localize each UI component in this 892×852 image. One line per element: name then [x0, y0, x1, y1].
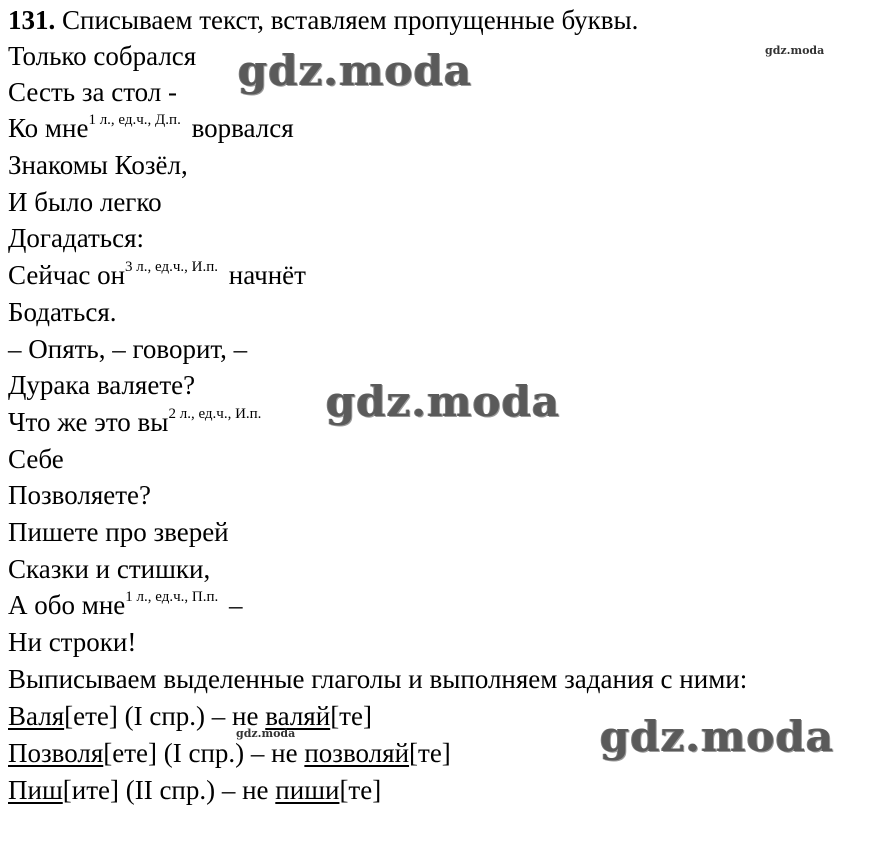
poem-line-5	[8, 184, 162, 220]
verb-root: Валя	[8, 701, 65, 731]
poem-line-1	[8, 38, 196, 74]
poem-text: ворвался	[191, 113, 294, 143]
verb-line-1	[8, 698, 372, 734]
verb-line-3	[8, 772, 381, 808]
verb-ending: [те]	[330, 701, 372, 731]
verb-line-2	[8, 735, 451, 771]
poem-text: Позволяете?	[8, 480, 152, 510]
verb-ending: [те]	[409, 738, 451, 768]
poem-text: И было легко	[8, 187, 162, 217]
task-line: Выписываем выделенные глаголы и выполняем задания с ними:	[8, 664, 748, 694]
verb-root: позволяй	[304, 738, 410, 768]
verb-root: валяй	[265, 701, 331, 731]
poem-line-14	[8, 514, 229, 550]
poem-text: Пишете про зверей	[8, 517, 229, 547]
poem-text: Сказки и стишки,	[8, 554, 211, 584]
exercise-number: 131.	[8, 5, 56, 35]
poem-text: Ко мне	[8, 113, 89, 143]
poem-line-9	[8, 331, 247, 367]
poem-line-11	[8, 404, 265, 445]
heading	[8, 2, 638, 38]
grammar-note: 3 л., ед.ч., И.п.	[125, 259, 219, 275]
verb-root: Пиш	[8, 775, 63, 805]
poem-line-15	[8, 551, 210, 587]
watermark-logo: gdz.moda	[238, 46, 473, 95]
poem-line-13	[8, 477, 151, 513]
poem-text: Догадаться:	[8, 223, 145, 253]
verb-ending: [те]	[339, 775, 382, 805]
poem-text: А обо мне	[8, 590, 126, 620]
poem-text: Что же это вы	[8, 407, 169, 437]
poem-text: Только собрался	[8, 41, 197, 71]
task-text	[8, 661, 747, 697]
poem-line-3	[8, 110, 294, 151]
poem-text: –	[229, 590, 243, 620]
grammar-note: 1 л., ед.ч., П.п.	[125, 589, 219, 605]
poem-text: Сесть за стол -	[8, 77, 178, 107]
poem-text: Дурака валяете?	[8, 370, 196, 400]
verb-ending: [ите] (II спр.) – не	[62, 775, 276, 805]
poem-text: Знакомы Козёл,	[8, 150, 188, 180]
grammar-note: 1 л., ед.ч., Д.п.	[88, 112, 181, 128]
poem-line-8	[8, 294, 117, 330]
watermark-logo: gdz.moda	[326, 377, 561, 426]
poem-text: Бодаться.	[8, 297, 117, 327]
verb-ending: [ете] (I спр.) – не	[103, 738, 305, 768]
verb-root: Позволя	[8, 738, 104, 768]
poem-text: Сейчас он	[8, 260, 126, 290]
verb-ending: [ете] (I спр.) – не	[64, 701, 266, 731]
poem-line-10	[8, 367, 195, 403]
watermark-small: gdz.moda	[236, 727, 296, 740]
poem-line-17	[8, 624, 136, 660]
poem-text: – Опять, – говорит, –	[8, 334, 248, 364]
poem-line-2	[8, 74, 177, 110]
poem-text: Ни строки!	[8, 627, 137, 657]
poem-line-7	[8, 257, 306, 298]
poem-line-6	[8, 220, 144, 256]
verb-root: пиши	[275, 775, 340, 805]
grammar-note: 2 л., ед.ч., И.п.	[168, 406, 262, 422]
poem-line-16	[8, 587, 243, 628]
watermark-small: gdz.moda	[765, 44, 825, 57]
poem-line-4	[8, 147, 188, 183]
poem-text: Себе	[8, 444, 64, 474]
heading-text: Списываем текст, вставляем пропущенные буквы.	[62, 5, 639, 35]
poem-line-12	[8, 441, 64, 477]
poem-text: начнёт	[228, 260, 306, 290]
watermark-logo: gdz.moda	[600, 712, 835, 761]
